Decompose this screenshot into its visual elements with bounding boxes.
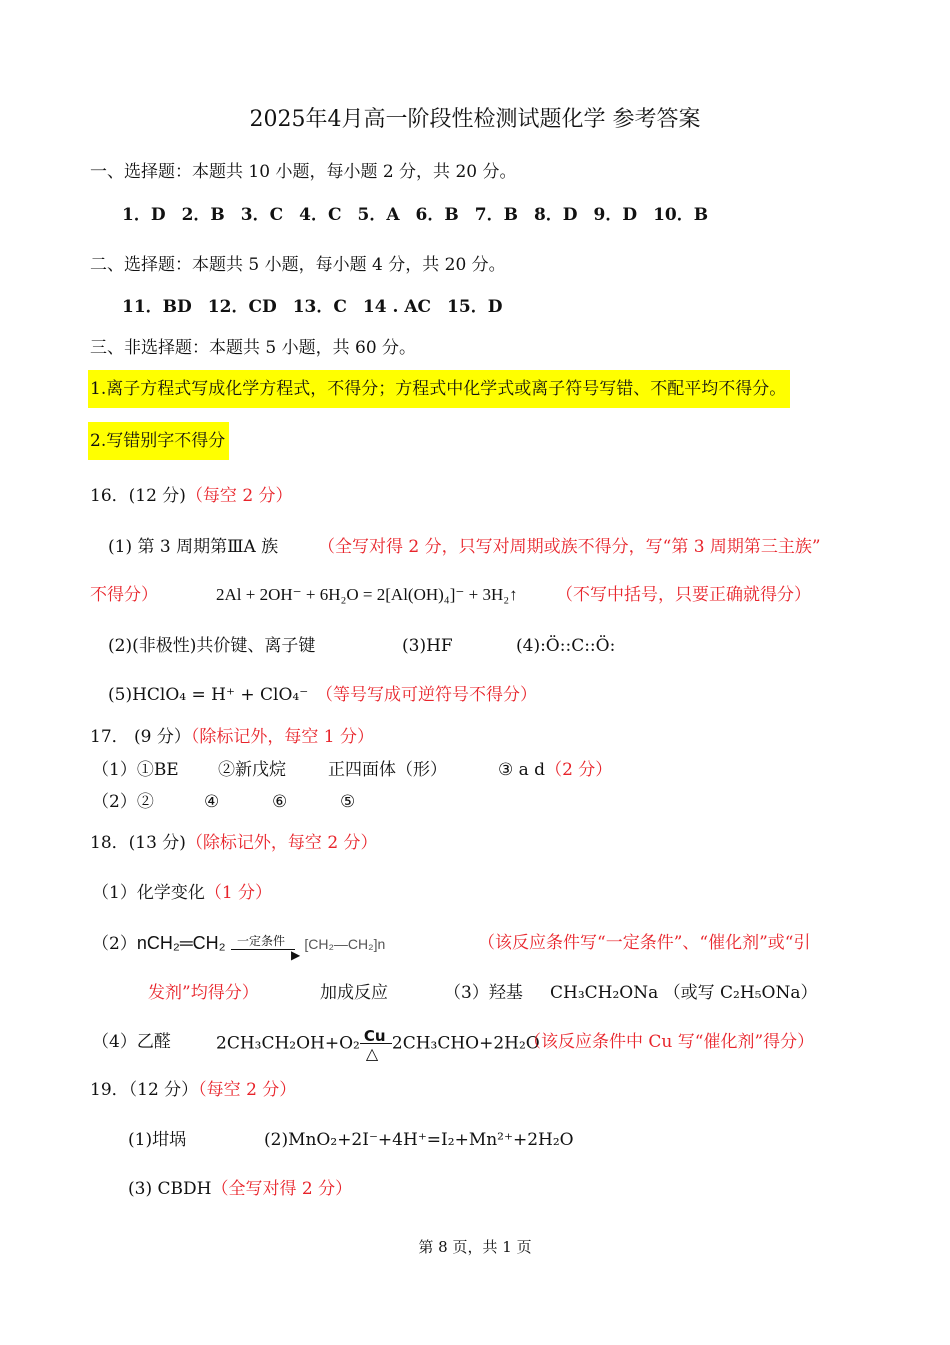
- q16-part1-note-a: （全写对得 2 分，只写对周期或族不得分，写“第 3 周期第三主族”: [318, 537, 821, 557]
- q16-equation-note: （不写中括号，只要正确就得分）: [556, 585, 811, 605]
- q18-part2-label: （2）: [92, 934, 137, 954]
- q19-part1: (1)坩埚: [128, 1130, 187, 1150]
- q16-title: 16．(12 分): [90, 486, 186, 506]
- q16-scoring-note: （每空 2 分）: [185, 486, 293, 506]
- q16-part5: (5)HClO₄ = H⁺ + ClO₄⁻: [108, 685, 309, 705]
- q18-part3: （3）羟基: [444, 983, 523, 1003]
- q18-part1: [92, 881, 272, 905]
- answer-item: 5．A: [357, 205, 400, 225]
- q19-heading: [90, 1078, 296, 1102]
- q19-scoring-note: （每空 2 分）: [198, 1080, 297, 1100]
- q18-part1-answer: （1）化学变化: [92, 883, 205, 903]
- q16-part5-note: （等号写成可逆符号不得分）: [316, 685, 537, 705]
- answer-item: 1．D: [122, 205, 166, 225]
- q17-line1-d: [498, 758, 612, 782]
- q17-line2-a: （2）②: [92, 792, 154, 812]
- q16-part3: (3)HF: [402, 636, 453, 656]
- catalyst-condition: [360, 1027, 392, 1063]
- q18-part2-equation: [92, 931, 386, 962]
- answer-item: 2．B: [181, 205, 225, 225]
- q16-part1: [108, 535, 278, 559]
- q18-part2-note-a: （该反应条件写“一定条件”、“催化剂”或“引: [478, 933, 811, 953]
- q17-scoring-note: （除标记外，每空 1 分）: [190, 727, 375, 747]
- q16-part1-note-b: 不得分）: [90, 585, 158, 605]
- section3-heading: 三、非选择题：本题共 5 小题，共 60 分。: [90, 338, 417, 358]
- q16-heading: [90, 484, 293, 508]
- q17-answer-ad-note: （2 分）: [545, 760, 613, 780]
- reaction-arrow: 一定条件 ▶: [231, 933, 299, 957]
- answer-item: 3．C: [240, 205, 284, 225]
- q18-part2-note-b: 发剂”均得分）: [148, 983, 259, 1003]
- answer-item: 4．C: [299, 205, 342, 225]
- q17-line1-c: 正四面体（形）: [328, 760, 447, 780]
- answer-item: 8．D: [533, 205, 578, 225]
- q16-equation: 2Al + 2OH⁻ + 6H₂O = 2[Al(OH)₄]⁻ + 3H₂↑: [216, 585, 518, 604]
- q17-line2-d: ⑤: [340, 792, 356, 812]
- q16-part2: (2)(非极性)共价键、离子键: [108, 636, 316, 656]
- highlight-note-2: 2.写错别字不得分: [88, 422, 229, 460]
- heat-symbol: △: [365, 1044, 379, 1063]
- q19-part3-answer: (3) CBDH: [128, 1179, 212, 1199]
- answer-item: 11．BD: [122, 297, 192, 317]
- answer-item: 13．C: [292, 297, 347, 317]
- page-footer: 第 8 页，共 1 页: [418, 1238, 532, 1256]
- answer-item: 15．D: [447, 297, 503, 317]
- section2-answers: [122, 295, 518, 319]
- q17-answer-ad: ③ a d: [498, 760, 546, 780]
- q18-scoring-note: （除标记外，每空 2 分）: [185, 833, 378, 853]
- q17-heading: [90, 725, 374, 749]
- q16-part1-answer: (1) 第 3 周期第ⅢA 族: [108, 537, 279, 557]
- q18-part4-equation: [216, 1027, 540, 1063]
- answer-item: 14 . AC: [362, 297, 432, 317]
- section2-heading: 二、选择题：本题共 5 小题，每小题 4 分，共 20 分。: [90, 255, 506, 275]
- reactants: 2CH₃CH₂OH+O₂: [216, 1033, 360, 1054]
- answer-item: 12．CD: [207, 297, 277, 317]
- section1-answers: [122, 203, 724, 227]
- q18-reaction-type: 加成反应: [320, 983, 388, 1003]
- answer-item: 6．B: [415, 205, 459, 225]
- q19-part3-note: （全写对得 2 分）: [211, 1179, 353, 1199]
- answer-item: 10．B: [653, 205, 709, 225]
- q17-line2-b: ④: [204, 792, 220, 812]
- page-title: 2025年4月高一阶段性检测试题化学 参考答案: [249, 107, 701, 132]
- products: 2CH₃CHO+2H₂O: [391, 1033, 540, 1054]
- reactant-ethylene: nCH₂═CH₂: [136, 933, 226, 953]
- q17-title: 17． (9 分）: [90, 727, 191, 747]
- q19-part2: (2)MnO₂+2I⁻+4H⁺=I₂+Mn²⁺+2H₂O: [264, 1130, 574, 1150]
- q17-line1-a: （1）①BE: [92, 760, 179, 780]
- q18-part4-note: （该反应条件中 Cu 写“催化剂”得分）: [524, 1032, 815, 1052]
- answer-item: 9．D: [593, 205, 638, 225]
- q19-title: 19．（12 分）: [90, 1080, 199, 1100]
- answer-item: 7．B: [474, 205, 518, 225]
- catalyst-cu: Cu: [363, 1027, 386, 1045]
- reaction-condition: 一定条件: [236, 933, 285, 948]
- q18-part4: （4）乙醛: [92, 1032, 171, 1052]
- q18-title: 18．(13 分): [90, 833, 186, 853]
- q16-part4: (4):Ö::C::Ö:: [516, 636, 616, 656]
- q18-part1-note: （1 分）: [204, 883, 273, 903]
- q18-part3-b: CH₃CH₂ONa （或写 C₂H₅ONa）: [550, 983, 818, 1003]
- q17-line1-b: ②新戊烷: [218, 760, 286, 780]
- product-polyethylene: [CH₂—CH₂]n: [304, 936, 386, 952]
- section1-heading: 一、选择题：本题共 10 小题，每小题 2 分，共 20 分。: [90, 162, 517, 182]
- q18-heading: [90, 831, 378, 855]
- highlight-note-1: 1.离子方程式写成化学方程式，不得分；方程式中化学式或离子符号写错、不配平均不得分。: [88, 370, 790, 408]
- q19-part3: [128, 1177, 352, 1201]
- q17-line2-c: ⑥: [272, 792, 288, 812]
